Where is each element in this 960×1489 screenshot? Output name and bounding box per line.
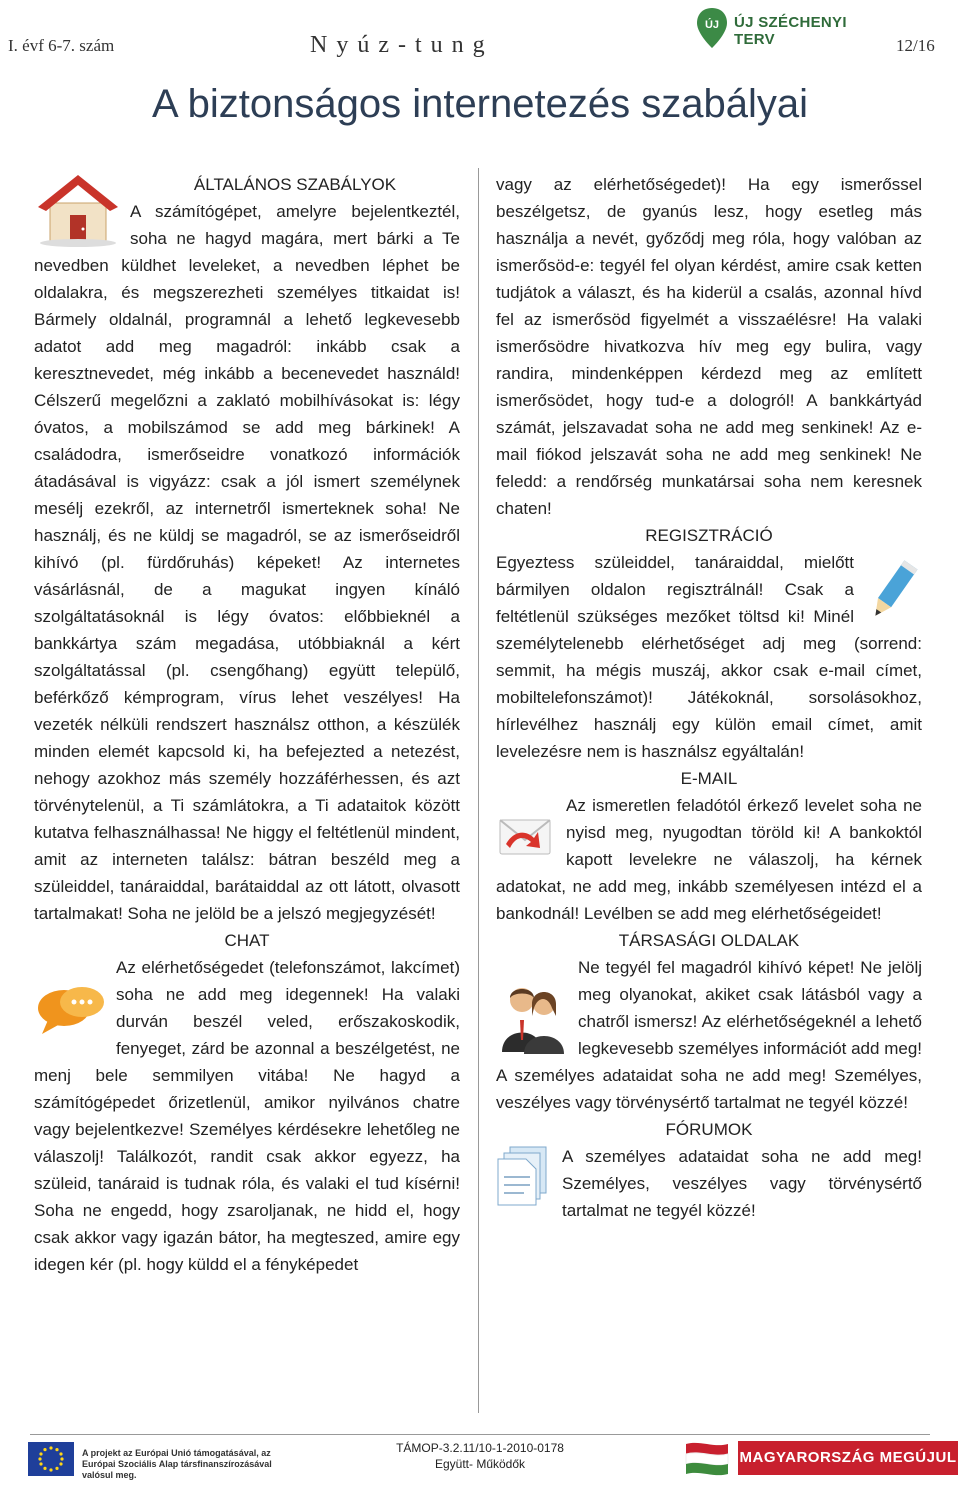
- registration-text: Egyeztess szüleiddel, tanáraiddal, mielőtt bármilyen oldalon regisztrálnál! Csak a feltétlenül szükséges mezőket töltsd ki! Minél személytelenebb elérhetőséget adj meg (sorrend: semmit, ha mégis muszáj, akkor csak e-mail címet, mobiltelefonszámot)! Játékoknál, sorsolásokhoz, hírlevélhez használj egy külön email címet, amit levelezésre nem is használsz egyáltalán!: [496, 553, 922, 761]
- footer-divider: [30, 1434, 930, 1435]
- general-heading: ÁLTALÁNOS SZABÁLYOK: [193, 175, 397, 194]
- social-heading: TÁRSASÁGI OLDALAK: [618, 931, 800, 950]
- forum-heading: FÓRUMOK: [665, 1120, 753, 1139]
- badge-text: MAGYARORSZÁG MEGÚJUL: [739, 1449, 957, 1466]
- left-column: [34, 171, 460, 1278]
- project-name: Együtt- Működők: [434, 1457, 526, 1471]
- registration-heading: REGISZTRÁCIÓ: [645, 526, 773, 545]
- szechenyi-pin-label: ÚJ: [704, 19, 720, 31]
- page-title: A biztonságos internetezés szabályai: [152, 82, 808, 126]
- szechenyi-pin-icon: [694, 6, 730, 50]
- issue-number: I. évf 6-7. szám: [8, 36, 115, 55]
- project-code: TÁMOP-3.2.11/10-1-2010-0178: [396, 1441, 564, 1455]
- szechenyi-logo-text: ÚJ SZÉCHENYI TERV: [734, 14, 847, 48]
- hungarian-flag-icon: [684, 1440, 730, 1480]
- chat-heading: CHAT: [224, 931, 270, 950]
- document-icon: [496, 1145, 552, 1207]
- magyarorszag-megujul-badge: [738, 1441, 958, 1475]
- pencil-icon: [862, 557, 922, 627]
- social-text: Ne tegyél fel magadról kihívó képet! Ne jelölj meg olyanokat, akiket csak látásból vagy a chatről ismersz! Az elérhetőségeknél a lehető legkevesebb személyes információt add meg! A személyes adataidat soha ne add meg! Személyes, veszélyes vagy törvénysértő tartalmat ne tegyél közzé!: [496, 958, 922, 1112]
- house-icon: [34, 171, 122, 247]
- forum-text: A személyes adataidat soha ne add meg! Személyes, veszélyes vagy törvénysértő tartalmat ne tegyél közzé!: [562, 1147, 922, 1220]
- eu-funding-note: A projekt az Európai Unió támogatásával, az Európai Szociális Alap társfinanszírozásával valósul meg.: [82, 1448, 272, 1480]
- publication-name: Nyúz-tung: [310, 32, 494, 58]
- szechenyi-logo: [694, 6, 864, 50]
- eu-flag-icon: [28, 1442, 74, 1476]
- page-number: 12/16: [896, 36, 935, 55]
- chat-continued-text: vagy az elérhetőségedet)! Ha egy ismerőssel beszélgetsz, de gyanús lesz, hogy esetleg más használja a nevét, győződj meg róla, hogy valóban az ismerősöd-e: tegyél fel olyan kérdést, amire csak ketten tudjátok a választ, és ha kiderül a csalás, azonnal hívd fel az ismerősöd figyelmét a visszaélésre! Ha valaki ismerősödre hivatkozva hív meg egy bulira, vagy randira, mindenképpen kérdezd meg az említett ismerősödet, hogy tud-e a dologról! A bankkártyád számát, jelszavadat soha ne add meg senkinek! Az e-mail fiókod jelszavát soha ne add meg senkinek! Ne feledd: a rendőrség munkatársai soha nem keresnek chaten!: [496, 175, 922, 518]
- email-heading: E-MAIL: [680, 769, 738, 788]
- chat-text: Az elérhetőségedet (telefonszámot, lakcímet) soha ne add meg idegennek! Ha valaki durván beszél veled, erőszakoskodik, fenyeget, zárd be azonnal a beszélgetést, ne menj bele semmilyen vitába! Ne hagyd a számítógépedet őrizetlenül, amikor nyilvános chatre vagy bejelentkezve! Személyes kérdésekre lehetőleg ne válaszolj! Találkozót, randit csak akkor egyezz, ha szüleid, tanáraid is tudnak róla, és valaki el tud kísérni! Soha ne engedd, hogy zsaroljanak, ne hidd el, hogy csak akkor vagy igazán bátor, ha megteszed, amire egy idegen kér (pl. hogy küldd el a fényképedet: [34, 958, 460, 1274]
- chat-bubbles-icon: [34, 982, 108, 1040]
- people-icon: [496, 980, 568, 1060]
- email-icon: [496, 814, 556, 862]
- email-text: Az ismeretlen feladótól érkező levelet soha ne nyisd meg, nyugodtan töröld ki! A bankoktól kapott levelekre ne válaszolj, ha kérnek adatokat, ne add meg, inkább személyesen intézd el a bankodnál! Levélben se add meg elérhetőségeidet!: [496, 796, 922, 923]
- general-text: A számítógépet, amelyre bejelentkeztél, soha ne hagyd magára, mert bárki a Te nevedben küldhet leveleket, a nevedben léphet be oldalakra, és megszerezheti személyes titkaidat is! Bármely oldalnál, programnál a lehető legkevesebb adatot add meg magadról: inkább csak a keresztnevedet, még inkább a becenevedet használd! Célszerű megelőzni a zaklató mobilhívásokat is: légy óvatos, a mobilszámod se add meg bárkinek! A családodra, ismerőseidre vonatkozó információk átadásával is vigyázz: csak a jól ismert személynek mesélj ezekről, az internetről ismerteknek soha! Ne használj, és ne küldj se magadról, se az ismerőseidről kihívó (pl. fürdőruhás) képeket! Az internetes vásárlásnál, de a magukat ingyen kínáló szolgáltatásoknál is légy óvatos: előbbieknél a bankkártya szám megadása, utóbbiaknál a kért szolgáltatással (pl. csengőhang) együtt települő, beférkőző kémprogram, vírus lehet veszélyes! Ha vezeték nélküli rendszert használsz otthon, a készülék minden elemét kapcsold ki, ha befejezted a netezést, nehogy azokhoz más személy hozzáférhessen, és azt törvénytelenül, a Ti számlátokra, a Ti adataitok között kutatva felhasználhassa! Ne higgy el feltétlenül mindent, amit az interneten találsz: bátran beszéld meg a szüleiddel, tanáraiddal, barátaiddal az ott látott, olvasott tartalmakat! Soha ne jelöld be a jelszó megjegyzését!: [34, 202, 460, 923]
- project-info: [380, 1440, 580, 1472]
- column-divider: [478, 168, 479, 1413]
- right-column: [496, 171, 922, 1224]
